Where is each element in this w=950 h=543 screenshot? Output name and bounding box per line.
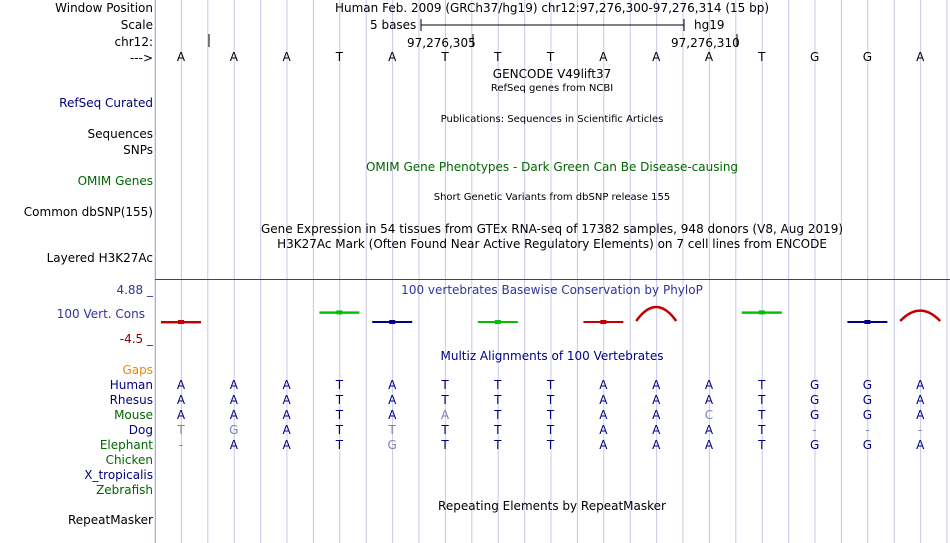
sequence-base: G [809, 50, 820, 64]
alignment-base: T [494, 423, 502, 437]
alignment-base: A [176, 393, 186, 407]
species-label[interactable]: Zebrafish [96, 483, 153, 497]
alignment-base: A [916, 378, 925, 392]
sequence-base: T [335, 50, 344, 64]
phylop-min-value: -4.5 _ [119, 332, 153, 346]
alignment-base: A [652, 438, 661, 452]
alignment-base: T [335, 423, 344, 437]
alignment-base: A [599, 393, 608, 407]
alignment-base: A [282, 378, 291, 392]
alignment-base: - [812, 423, 817, 437]
phylop-point [600, 320, 606, 324]
h3k27ac-caption: H3K27Ac Mark (Often Found Near Active Regulatory Elements) on 7 cell lines from ENCODE [277, 237, 827, 251]
alignment-base: A [229, 393, 238, 407]
phylop-point [759, 310, 765, 314]
alignment-base: G [862, 393, 873, 407]
alignment-base: A [599, 378, 608, 392]
alignment-base: T [335, 438, 344, 452]
alignment-base: T [494, 378, 502, 392]
alignment-base: A [916, 438, 925, 452]
alignment-base: A [652, 393, 661, 407]
alignment-base: T [758, 378, 766, 392]
phylop-point [336, 310, 342, 314]
alignment-base: A [282, 393, 291, 407]
sequence-base: A [916, 50, 925, 64]
alignment-base: A [652, 423, 661, 437]
alignment-base: - [918, 423, 923, 437]
omim-caption: OMIM Gene Phenotypes - Dark Green Can Be Disease-causing [365, 160, 739, 174]
phylop-label[interactable]: 100 Vert. Cons [56, 307, 145, 321]
scale-label: Scale [120, 18, 153, 32]
sequence-base: T [494, 50, 502, 64]
alignment-base: A [229, 438, 238, 452]
sequence-base: A [652, 50, 661, 64]
alignment-base: A [599, 438, 608, 452]
alignment-base: A [704, 378, 714, 392]
scale-text: 5 bases [370, 18, 417, 32]
position-label-1: 97,276,305 [407, 36, 476, 50]
refseq-curated-label[interactable]: RefSeq Curated [59, 96, 153, 110]
chromosome-label: chr12: [114, 35, 153, 49]
alignment-base: A [704, 438, 714, 452]
species-label[interactable]: Rhesus [109, 393, 153, 407]
alignment-base: A [229, 408, 238, 422]
alignment-base: A [282, 438, 291, 452]
alignment-base: A [599, 423, 608, 437]
alignment-base: G [862, 438, 873, 452]
publications-caption: Publications: Sequences in Scientific Articles [440, 114, 664, 125]
alignment-base: A [704, 423, 714, 437]
assembly-position-text: Human Feb. 2009 (GRCh37/hg19) chr12:97,276,300-97,276,314 (15 bp) [334, 1, 770, 15]
common-dbsnp-label[interactable]: Common dbSNP(155) [23, 205, 153, 219]
sequence-base: T [758, 50, 766, 64]
species-label[interactable]: Human [109, 378, 153, 392]
alignment-base: A [229, 378, 238, 392]
alignment-base: A [176, 378, 186, 392]
refseq-caption: RefSeq genes from NCBI [490, 83, 614, 94]
snps-label[interactable]: SNPs [123, 143, 153, 157]
sequence-base: A [388, 50, 397, 64]
species-label[interactable]: Dog [128, 423, 153, 437]
left-border-line [155, 0, 156, 543]
alignment-base: G [387, 438, 397, 452]
alignment-base: A [916, 408, 925, 422]
alignment-base: T [494, 393, 502, 407]
alignment-base: T [546, 393, 555, 407]
phylop-wiggle-plot [155, 296, 950, 342]
alignment-base: T [758, 423, 766, 437]
alignment-base: G [809, 393, 820, 407]
sequence-base: T [546, 50, 555, 64]
phylop-peak [900, 311, 940, 321]
alignment-base: G [809, 438, 820, 452]
alignment-base: T [441, 393, 449, 407]
phylop-peak [636, 307, 676, 321]
alignment-base: G [862, 378, 873, 392]
alignment-base: A [652, 408, 661, 422]
alignment-base: A [388, 408, 397, 422]
alignment-base: - [178, 438, 184, 452]
sequence-base: A [176, 50, 186, 64]
alignment-base: T [441, 438, 449, 452]
phylop-point [495, 320, 501, 324]
alignment-base: A [388, 393, 397, 407]
alignment-base: A [388, 378, 397, 392]
alignment-base: T [494, 408, 502, 422]
gencode-track-title[interactable]: GENCODE V49lift37 [492, 67, 612, 81]
sequence-base: A [229, 50, 238, 64]
alignment-base: C [704, 408, 714, 422]
scale-bar [418, 17, 688, 33]
omim-genes-label[interactable]: OMIM Genes [77, 174, 153, 188]
repeatmasker-label[interactable]: RepeatMasker [67, 513, 153, 527]
alignment-base: A [440, 408, 450, 422]
species-label[interactable]: Chicken [105, 453, 153, 467]
alignment-base: G [862, 408, 873, 422]
gaps-label[interactable]: Gaps [122, 363, 153, 377]
strand-arrow-label[interactable]: ---> [129, 51, 153, 65]
repeatmasker-caption: Repeating Elements by RepeatMasker [438, 499, 666, 513]
alignment-base: T [758, 438, 766, 452]
alignment-base: G [809, 408, 820, 422]
species-label[interactable]: X_tropicalis [84, 468, 153, 482]
species-label[interactable]: Mouse [114, 408, 153, 422]
scale-db-text: hg19 [694, 18, 725, 32]
alignment-base: A [916, 393, 925, 407]
alignment-base: T [758, 408, 766, 422]
alignment-base: A [282, 408, 291, 422]
track-divider [155, 279, 950, 280]
phylop-point [389, 320, 395, 324]
alignment-base: A [599, 408, 608, 422]
alignment-base: T [335, 378, 344, 392]
alignment-base: T [758, 393, 766, 407]
alignment-base: T [441, 423, 449, 437]
sequence-base: T [441, 50, 449, 64]
window-position-label: Window Position [55, 1, 153, 15]
alignment-base: T [546, 378, 555, 392]
alignment-base: G [809, 378, 820, 392]
sequence-base: A [704, 50, 714, 64]
sequence-base: A [282, 50, 291, 64]
alignment-base: A [176, 408, 186, 422]
alignment-base: T [388, 423, 396, 437]
phylop-point [178, 320, 184, 324]
alignment-base: T [335, 408, 344, 422]
gtex-caption: Gene Expression in 54 tissues from GTEx RNA-seq of 17382 samples, 948 donors (V8, Aug 2019) [260, 222, 844, 236]
phylop-caption: 100 vertebrates Basewise Conservation by PhyloP [401, 283, 703, 297]
alignment-base: A [282, 423, 291, 437]
alignment-base: A [652, 378, 661, 392]
alignment-base: A [704, 393, 714, 407]
layered-h3k27ac-label[interactable]: Layered H3K27Ac [46, 251, 153, 265]
alignment-base: - [865, 423, 870, 437]
dbsnp-caption: Short Genetic Variants from dbSNP release 155 [433, 192, 671, 203]
multiz-caption: Multiz Alignments of 100 Vertebrates [440, 349, 664, 363]
alignment-base: T [546, 438, 555, 452]
alignment-base: T [335, 393, 344, 407]
alignment-base: T [546, 423, 555, 437]
phylop-point [864, 320, 870, 324]
alignment-base: T [441, 378, 449, 392]
sequences-label[interactable]: Sequences [87, 127, 153, 141]
alignment-base: T [494, 438, 502, 452]
species-label[interactable]: Elephant [99, 438, 153, 452]
alignment-base: G [229, 423, 239, 437]
alignment-base: T [546, 408, 555, 422]
sequence-base: A [599, 50, 608, 64]
position-label-2: 97,276,310 [671, 36, 740, 50]
sequence-base: G [862, 50, 873, 64]
phylop-max-value: 4.88 _ [116, 283, 153, 297]
alignment-base: T [177, 423, 185, 437]
